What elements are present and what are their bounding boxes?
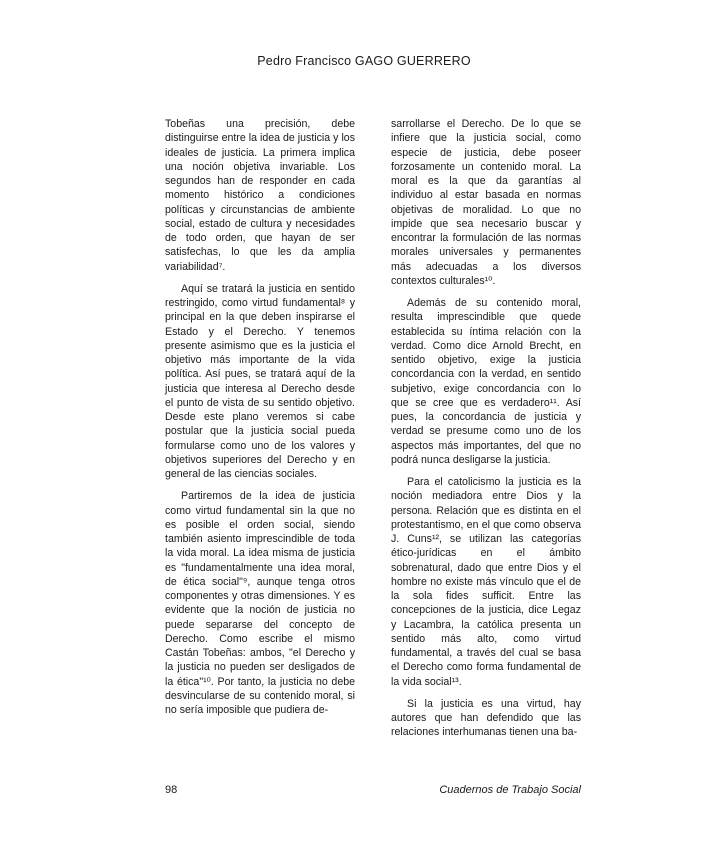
left-paragraph-2: Aquí se tratará la justicia en sentido restringido, como virtud fundamental⁸ y principal en la que deben inspirarse el Estado y el Derecho. Y tenemos presente asimismo que es la justicia el objetivo más importante de la vida política. Así pues, se tratará aquí de la justicia que interesa al Derecho desde el punto de vista de su sentido objetivo. Desde este plano veremos si cabe postular que la justicia social pueda formularse como uno de los valores y objetivos superiores del Derecho y en general de las ciencias sociales. [165, 282, 355, 480]
right-paragraph-2: Además de su contenido moral, resulta imprescindible que quede establecida su íntima relación con la verdad. Como dice Arnold Brecht, en sentido objetivo, exige la justicia concordancia con la verdad, en sentido subjetivo, exige concordancia con lo que se cree que es verdadero¹¹. Así pues, la concordancia de justicia y verdad se presume como uno de los aspectos más importantes, del que no podrá nunca desligarse la justicia. [391, 297, 581, 466]
page-number: 98 [165, 784, 178, 796]
right-paragraph-4: Si la justicia es una virtud, hay autores que han defendido que las relaciones interhumanas tienen una ba- [391, 697, 581, 739]
left-paragraph-1: Tobeñas una precisión, debe distinguirse entre la idea de justicia y los ideales de justicia. La primera implica una noción objetiva invariable. Los segundos han de responder en cada momento histórico a condiciones políticas y circunstancias de ambiente social, estado de cultura y necesidades de todo orden, que hayan de ser satisfechas, lo que les da amplia variabilidad⁷. [165, 118, 355, 273]
journal-title: Cuadernos de Trabajo Social [439, 784, 581, 796]
running-head-author: Pedro Francisco GAGO GUERRERO [257, 54, 471, 68]
right-paragraph-3: Para el catolicismo la justicia es la noción mediadora entre Dios y la persona. Relación que es distinta en el protestantismo, en el que como observa J. Cuns¹², se utilizan las categorías ético-jurídicas en el ámbito sobrenatural, dado que entre Dios y el hombre no existe más vínculo que el de la sola fides sufficit. Entre las concepciones de la justicia, dice Legaz y Lacambra, la católica presenta un sentido más alto, como virtud fundamental, a través del cual se basa el Derecho como forma fundamental de la vida social¹³. [391, 476, 581, 688]
left-text-column [165, 117, 355, 717]
right-paragraph-1: sarrollarse el Derecho. De lo que se infiere que la justicia social, como especie de justicia, debe poseer forzosamente un contenido moral. La moral es la que da garantías al individuo al estar basada en normas objetivas de moralidad. Lo que no impide que sea necesario buscar y encontrar la formulación de las normas morales universales y permanentes más adecuadas a los diversos contextos culturales¹⁰. [391, 118, 581, 287]
left-paragraph-3: Partiremos de la idea de justicia como virtud fundamental sin la que no es posible el orden social, siendo también asiento imprescindible de toda la vida moral. La idea misma de justicia es "fundamentalmente una idea moral, de ética social"⁹, aunque tenga otros componentes y otras dimensiones. Y es evidente que la noción de justicia no puede separarse del concepto de Derecho. Como escribe el mismo Castán Tobeñas: ambos, "el Derecho y la justicia no pueden ser desligados de la ética"¹⁰. Por tanto, la justicia no debe desvincularse de su contenido moral, si no sería imposible que pudiera de- [165, 490, 355, 716]
right-text-column [391, 117, 581, 740]
